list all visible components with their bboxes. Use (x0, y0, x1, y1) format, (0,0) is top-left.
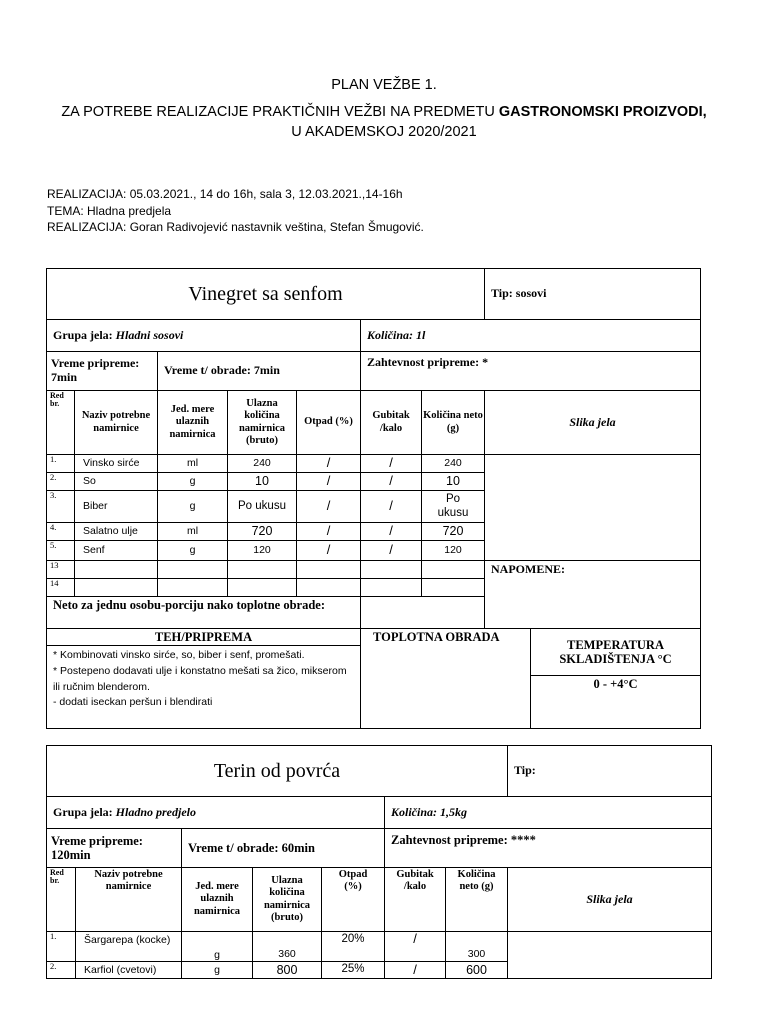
r1-row-1-unit: ml (157, 454, 228, 473)
grupa-label: Grupa jela: (53, 327, 113, 342)
r1-row-5-no: 5. (46, 540, 75, 561)
realizacija-dates: REALIZACIJA: 05.03.2021., 14 do 16h, sala 3, 12.03.2021.,14-16h (47, 187, 403, 201)
recipe-1-temp-value: 0 - +4°C (530, 675, 701, 729)
r2-row-2-neto: 600 (445, 961, 508, 979)
recipe-1-teh-priprema: TEH/PRIPREMA (46, 628, 361, 646)
r1-row-6-no: 13 (46, 560, 75, 579)
r2-h-otpad: Otpad (%) (321, 867, 385, 932)
recipe-1-zahtevnost: Zahtevnost pripreme: * (360, 351, 701, 391)
r1-row-1-gubitak: / (360, 454, 422, 473)
r1-h-otpad: Otpad (%) (296, 390, 361, 455)
step-1: * Kombinovati vinsko sirće, so, biber i senf, promešati. (53, 649, 305, 661)
r2-row-1-name: Šargarepa (kocke) (75, 931, 182, 962)
r1-row-3-otpad: / (296, 490, 361, 523)
grupa-value: Hladni sosovi (115, 327, 184, 342)
recipe-1-kolicina: Količina: 1l (360, 319, 701, 352)
r1-row-2-otpad: / (296, 472, 361, 491)
r1-row-5-gubitak: / (360, 540, 422, 561)
r1-row-5-neto: 120 (421, 540, 485, 561)
r1-row-7-qty (227, 578, 297, 597)
r1-row-6-neto (421, 560, 485, 579)
recipe-2-kolicina: Količina: 1,5kg (384, 796, 712, 829)
r1-row-3-name: Biber (74, 490, 158, 523)
recipe-1-napomene: NAPOMENE: (484, 560, 701, 629)
r1-row-4-name: Salatno ulje (74, 522, 158, 541)
academic-year: U AKADEMSKOJ 2020/2021 (291, 124, 477, 140)
r2-h-red: Red br. (46, 867, 76, 932)
r1-row-7-name (74, 578, 158, 597)
r1-row-5-name: Senf (74, 540, 158, 561)
realizacija-staff: REALIZACIJA: Goran Radivojević nastavnik veština, Stefan Šmugović. (47, 220, 424, 234)
r2-row-2-name: Karfiol (cvetovi) (75, 961, 182, 979)
r1-row-7-otpad (296, 578, 361, 597)
r1-row-1-neto: 240 (421, 454, 485, 473)
r1-row-6-unit (157, 560, 228, 579)
r2-row-1-unit: g (181, 931, 253, 962)
grupa-label-2: Grupa jela: (53, 804, 113, 819)
r2-row-2-qty: 800 (252, 961, 322, 979)
r1-row-3-qty: Po ukusu (227, 490, 297, 523)
recipe-1-title: Vinegret sa senfom (46, 268, 485, 320)
r1-h-naziv: Naziv potrebne namirnice (74, 390, 158, 455)
r1-row-6-gubitak (360, 560, 422, 579)
r1-row-1-otpad: / (296, 454, 361, 473)
recipe-1-steps (46, 645, 361, 729)
subtitle-text: ZA POTREBE REALIZACIJE PRAKTIČNIH VEŽBI NA PREDMETU (61, 104, 499, 120)
r1-row-2-unit: g (157, 472, 228, 491)
r1-h-red: Red br. (46, 390, 75, 455)
r1-row-3-gubitak: / (360, 490, 422, 523)
r2-h-jed: Jed. mere ulaznih namirnica (181, 867, 253, 932)
r2-row-2-no: 2. (46, 961, 76, 979)
r2-row-2-unit: g (181, 961, 253, 979)
r1-row-6-qty (227, 560, 297, 579)
subject-name: GASTRONOMSKI PROIZVODI, (498, 104, 707, 120)
recipe-1-neto-porcija: Neto za jednu osobu-porciju nako toplotne obrade: (46, 596, 361, 629)
r1-row-4-unit: ml (157, 522, 228, 541)
recipe-1-vreme-obrade: Vreme t/ obrade: 7min (157, 351, 361, 391)
r2-row-1-gubitak: / (384, 931, 446, 962)
r1-row-4-qty: 720 (227, 522, 297, 541)
r2-row-2-otpad: 25% (321, 961, 385, 979)
recipe-2-vreme-obrade: Vreme t/ obrade: 60min (181, 828, 385, 868)
r1-row-6-name (74, 560, 158, 579)
recipe-1-neto-value (360, 596, 485, 629)
r1-row-7-no: 14 (46, 578, 75, 597)
r2-row-1-neto: 300 (445, 931, 508, 962)
recipe-2-zahtevnost: Zahtevnost pripreme: **** (384, 828, 712, 868)
step-2: * Postepeno dodavati ulje i konstatno mešati sa žico, mikserom ili ručnim blenderom. (53, 664, 347, 693)
r1-row-4-gubitak: / (360, 522, 422, 541)
r2-row-1-qty: 360 (252, 931, 322, 962)
r1-row-6-otpad (296, 560, 361, 579)
r1-row-2-qty: 10 (227, 472, 297, 491)
recipe-2-vreme-pripreme: Vreme pripreme: 120min (46, 828, 182, 868)
plan-subtitle (0, 104, 768, 120)
r1-row-2-neto: 10 (421, 472, 485, 491)
r1-row-5-qty: 120 (227, 540, 297, 561)
r2-row-2-gubitak: / (384, 961, 446, 979)
recipe-2-grupa (46, 796, 385, 829)
recipe-1-vreme-pripreme: Vreme pripreme: 7min (46, 351, 158, 391)
r1-row-7-unit (157, 578, 228, 597)
r1-row-5-otpad: / (296, 540, 361, 561)
r2-h-slika: Slika jela (507, 867, 712, 932)
r1-row-2-gubitak: / (360, 472, 422, 491)
recipe-2-picture-area (507, 931, 712, 979)
r1-row-3-unit: g (157, 490, 228, 523)
r1-row-4-neto: 720 (421, 522, 485, 541)
r1-row-2-name: So (74, 472, 158, 491)
recipe-2-title: Terin od povrća (46, 745, 508, 797)
recipe-1-toplotna-obrada: TOPLOTNA OBRADA (360, 628, 531, 729)
r1-h-neto: Količina neto (g) (421, 390, 485, 455)
r2-h-ulazna: Ulazna količina namirnica (bruto) (252, 867, 322, 932)
r2-h-gubitak: Gubitak /kalo (384, 867, 446, 932)
plan-title: PLAN VEŽBE 1. (331, 77, 437, 93)
r1-row-4-otpad: / (296, 522, 361, 541)
r1-row-3-no: 3. (46, 490, 75, 523)
r1-row-7-neto (421, 578, 485, 597)
r2-row-1-no: 1. (46, 931, 76, 962)
r1-h-ulazna: Ulazna količina namirnica (bruto) (227, 390, 297, 455)
recipe-1-grupa (46, 319, 361, 352)
recipe-1-temperatura: TEMPERATURA SKLADIŠTENJA °C (530, 628, 701, 676)
recipe-1-tip: Tip: sosovi (484, 268, 701, 320)
grupa-value-2: Hladno predjelo (115, 804, 197, 819)
r1-row-1-no: 1. (46, 454, 75, 473)
r1-row-1-name: Vinsko sirće (74, 454, 158, 473)
r1-row-7-gubitak (360, 578, 422, 597)
r1-row-2-no: 2. (46, 472, 75, 491)
step-3: - dodati iseckan peršun i blendirati (53, 696, 213, 709)
r1-row-1-qty: 240 (227, 454, 297, 473)
r1-h-jed: Jed. mere ulaznih namirnica (157, 390, 228, 455)
r1-row-3-neto: Po ukusu (421, 490, 485, 523)
r2-row-1-otpad: 20% (321, 931, 385, 962)
r1-h-slika: Slika jela (484, 390, 701, 455)
recipe-1-picture-area (484, 454, 701, 561)
tema: TEMA: Hladna predjela (47, 204, 172, 218)
r1-row-4-no: 4. (46, 522, 75, 541)
recipe-2-tip: Tip: (507, 745, 712, 797)
r2-h-neto: Količina neto (g) (445, 867, 508, 932)
r1-row-5-unit: g (157, 540, 228, 561)
r1-h-gubitak: Gubitak /kalo (360, 390, 422, 455)
r2-h-naziv: Naziv potrebne namirnice (75, 867, 182, 932)
